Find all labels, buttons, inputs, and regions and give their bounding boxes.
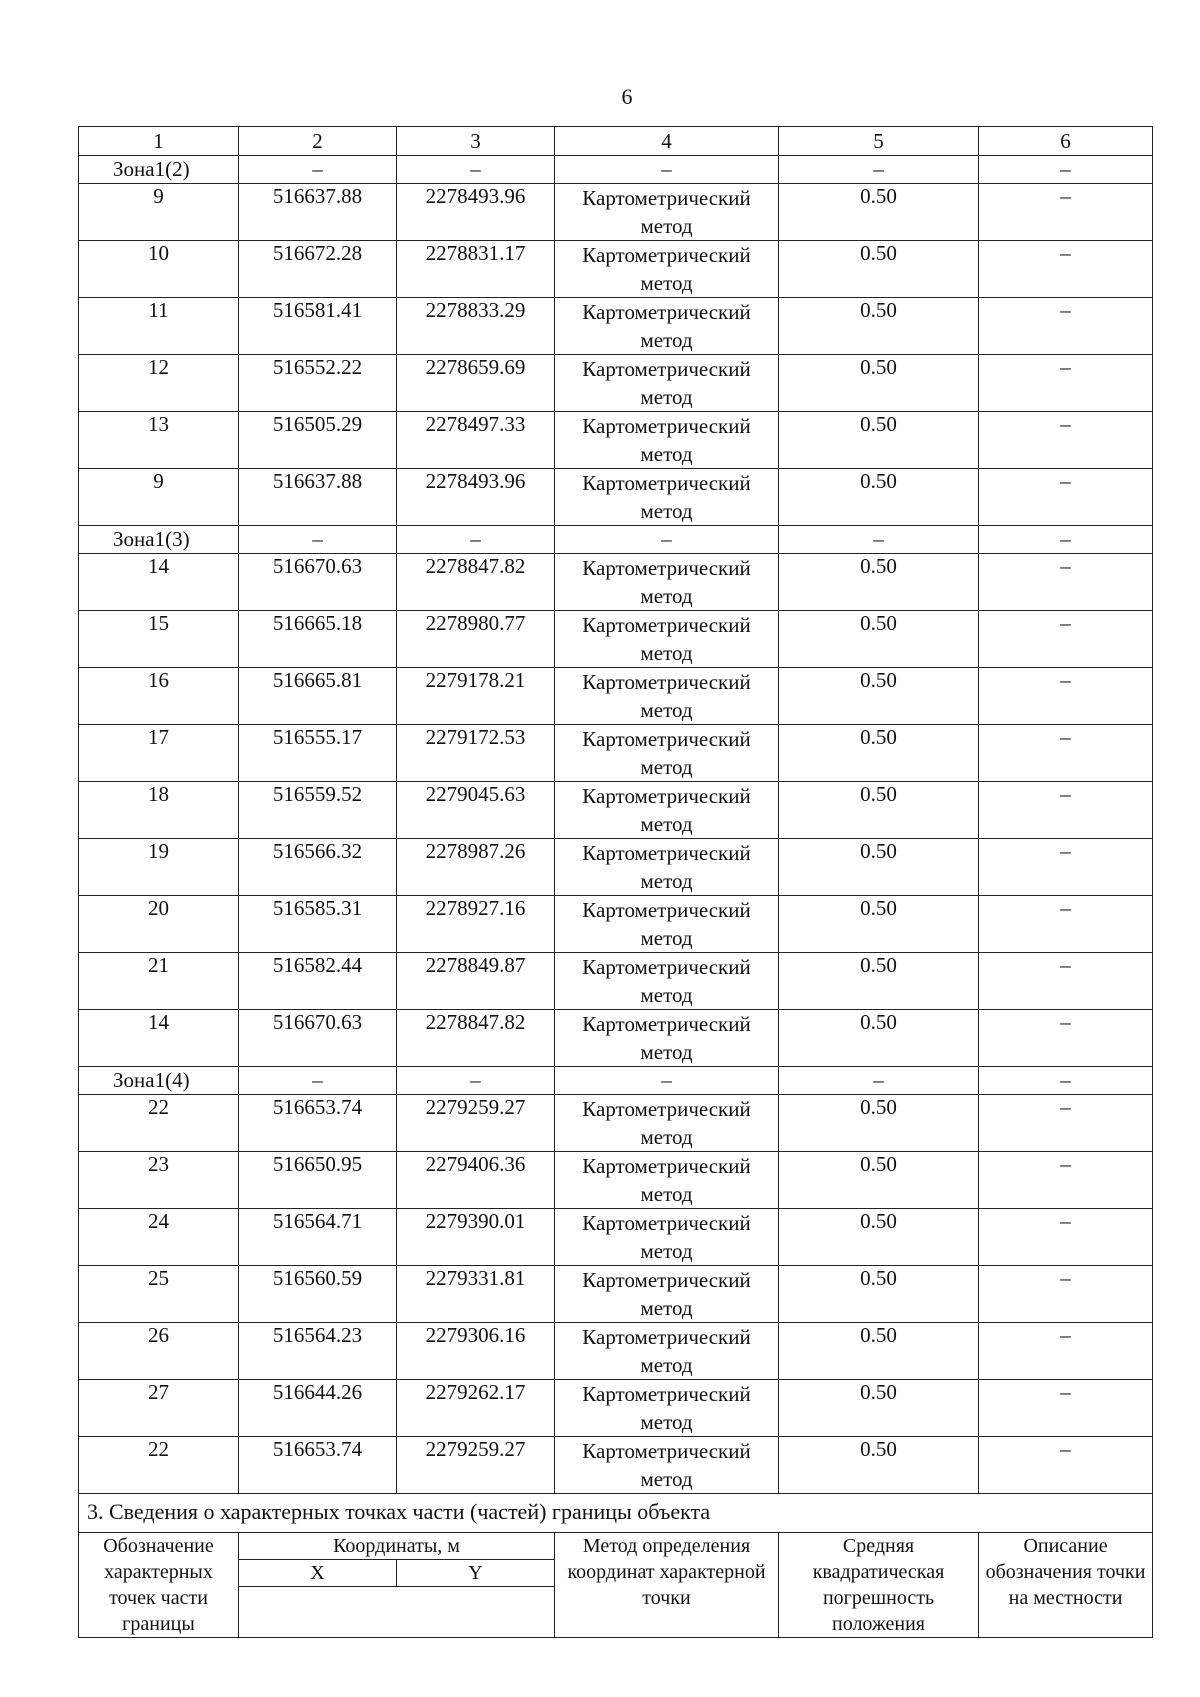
- mean-square-error: 0.50: [779, 1266, 979, 1323]
- point-description: –: [979, 1380, 1153, 1437]
- column-number-row: [79, 127, 1153, 156]
- point-number: 18: [79, 782, 239, 839]
- coordinate-y: 2279259.27: [397, 1437, 555, 1494]
- point-number: 17: [79, 725, 239, 782]
- mean-square-error: 0.50: [779, 839, 979, 896]
- column-number: 4: [555, 127, 779, 156]
- mean-square-error: 0.50: [779, 611, 979, 668]
- point-number: 19: [79, 839, 239, 896]
- point-description: –: [979, 668, 1153, 725]
- method: Картометрический метод: [555, 1010, 779, 1067]
- table-row: [79, 839, 1153, 896]
- coordinate-y: 2279390.01: [397, 1209, 555, 1266]
- table-row: [79, 355, 1153, 412]
- point-number: 27: [79, 1380, 239, 1437]
- mean-square-error: 0.50: [779, 241, 979, 298]
- section-3-title: 3. Сведения о характерных точках части (частей) границы объекта: [79, 1494, 1153, 1533]
- header-error: Средняя квадратическая погрешность положения: [779, 1533, 979, 1638]
- coordinate-x: 516564.71: [239, 1209, 397, 1266]
- header-coordinates-label: Координаты, м: [239, 1533, 554, 1560]
- coordinate-x: 516650.95: [239, 1152, 397, 1209]
- point-number: 26: [79, 1323, 239, 1380]
- method: Картометрический метод: [555, 298, 779, 355]
- mean-square-error: 0.50: [779, 554, 979, 611]
- point-description: –: [979, 782, 1153, 839]
- point-description: –: [979, 412, 1153, 469]
- method: Картометрический метод: [555, 953, 779, 1010]
- method: Картометрический метод: [555, 611, 779, 668]
- point-number: 16: [79, 668, 239, 725]
- point-number: 14: [79, 554, 239, 611]
- header-coordinates: [239, 1533, 555, 1638]
- method: Картометрический метод: [555, 184, 779, 241]
- table-row: [79, 241, 1153, 298]
- method: Картометрический метод: [555, 668, 779, 725]
- mean-square-error: 0.50: [779, 184, 979, 241]
- table-row: [79, 298, 1153, 355]
- coordinate-y: 2279406.36: [397, 1152, 555, 1209]
- coordinate-y: 2278980.77: [397, 611, 555, 668]
- mean-square-error: 0.50: [779, 1095, 979, 1152]
- column-number: 2: [239, 127, 397, 156]
- method: Картометрический метод: [555, 554, 779, 611]
- mean-square-error: 0.50: [779, 953, 979, 1010]
- method: Картометрический метод: [555, 469, 779, 526]
- mean-square-error: 0.50: [779, 1152, 979, 1209]
- coordinate-y: 2278847.82: [397, 1010, 555, 1067]
- point-number: 9: [79, 469, 239, 526]
- coordinate-y: 2278831.17: [397, 241, 555, 298]
- point-description: –: [979, 839, 1153, 896]
- coordinate-y: 2279306.16: [397, 1323, 555, 1380]
- section-3-table: [78, 1493, 1153, 1638]
- table-row: [79, 1010, 1153, 1067]
- coordinate-y: 2279172.53: [397, 725, 555, 782]
- zone-dash: –: [397, 156, 555, 184]
- mean-square-error: 0.50: [779, 355, 979, 412]
- zone-dash: –: [779, 526, 979, 554]
- zone-label: Зона1(4): [79, 1067, 239, 1095]
- point-description: –: [979, 1010, 1153, 1067]
- table-row: [79, 1323, 1153, 1380]
- point-description: –: [979, 184, 1153, 241]
- coordinates-table: [78, 126, 1153, 1494]
- point-description: –: [979, 298, 1153, 355]
- method: Картометрический метод: [555, 412, 779, 469]
- coordinate-x: 516566.32: [239, 839, 397, 896]
- point-number: 14: [79, 1010, 239, 1067]
- coordinate-x: 516665.18: [239, 611, 397, 668]
- zone-dash: –: [779, 1067, 979, 1095]
- mean-square-error: 0.50: [779, 1380, 979, 1437]
- coordinate-y: 2278833.29: [397, 298, 555, 355]
- table-row: [79, 1437, 1153, 1494]
- method: Картометрический метод: [555, 1209, 779, 1266]
- point-number: 25: [79, 1266, 239, 1323]
- method: Картометрический метод: [555, 782, 779, 839]
- coordinate-y: 2278659.69: [397, 355, 555, 412]
- header-description: Описание обозначения точки на местности: [979, 1533, 1153, 1638]
- zone-row: [79, 526, 1153, 554]
- point-description: –: [979, 1152, 1153, 1209]
- table-row: [79, 1209, 1153, 1266]
- header-designation: Обозначение характерных точек части границы: [79, 1533, 239, 1638]
- point-number: 21: [79, 953, 239, 1010]
- mean-square-error: 0.50: [779, 1323, 979, 1380]
- coordinate-y: 2279178.21: [397, 668, 555, 725]
- zone-dash: –: [239, 526, 397, 554]
- zone-label: Зона1(3): [79, 526, 239, 554]
- coordinate-x: 516552.22: [239, 355, 397, 412]
- zone-dash: –: [979, 1067, 1153, 1095]
- column-number: 5: [779, 127, 979, 156]
- table-row: [79, 1380, 1153, 1437]
- coordinate-y: 2278497.33: [397, 412, 555, 469]
- coordinate-x: 516653.74: [239, 1095, 397, 1152]
- point-description: –: [979, 953, 1153, 1010]
- zone-dash: –: [979, 156, 1153, 184]
- table-row: [79, 1266, 1153, 1323]
- point-description: –: [979, 1209, 1153, 1266]
- method: Картометрический метод: [555, 1266, 779, 1323]
- mean-square-error: 0.50: [779, 896, 979, 953]
- page-number: 6: [621, 84, 633, 109]
- table-row: [79, 184, 1153, 241]
- table-row: [79, 412, 1153, 469]
- zone-dash: –: [555, 1067, 779, 1095]
- coordinate-x: 516582.44: [239, 953, 397, 1010]
- method: Картометрический метод: [555, 355, 779, 412]
- point-description: –: [979, 469, 1153, 526]
- zone-dash: –: [239, 1067, 397, 1095]
- table-row: [79, 611, 1153, 668]
- mean-square-error: 0.50: [779, 725, 979, 782]
- coordinate-x: 516560.59: [239, 1266, 397, 1323]
- coordinate-x: 516653.74: [239, 1437, 397, 1494]
- header-method: Метод определения координат характерной точки: [555, 1533, 779, 1638]
- table-row: [79, 1095, 1153, 1152]
- zone-dash: –: [555, 526, 779, 554]
- coordinate-y: 2279259.27: [397, 1095, 555, 1152]
- coordinate-x: 516585.31: [239, 896, 397, 953]
- coordinate-y: 2278493.96: [397, 469, 555, 526]
- coordinate-x: 516564.23: [239, 1323, 397, 1380]
- table-row: [79, 782, 1153, 839]
- column-number: 6: [979, 127, 1153, 156]
- zone-dash: –: [397, 1067, 555, 1095]
- coordinate-x: 516559.52: [239, 782, 397, 839]
- point-description: –: [979, 1323, 1153, 1380]
- coordinate-x: 516644.26: [239, 1380, 397, 1437]
- coordinate-x: 516555.17: [239, 725, 397, 782]
- method: Картометрический метод: [555, 1095, 779, 1152]
- coordinate-y: 2279045.63: [397, 782, 555, 839]
- point-number: 15: [79, 611, 239, 668]
- mean-square-error: 0.50: [779, 1010, 979, 1067]
- method: Картометрический метод: [555, 839, 779, 896]
- mean-square-error: 0.50: [779, 782, 979, 839]
- header-y: Y: [397, 1560, 554, 1587]
- method: Картометрический метод: [555, 725, 779, 782]
- coordinates-table-body: [79, 127, 1153, 1494]
- point-description: –: [979, 725, 1153, 782]
- coordinate-x: 516672.28: [239, 241, 397, 298]
- point-number: 9: [79, 184, 239, 241]
- column-number: 3: [397, 127, 555, 156]
- method: Картометрический метод: [555, 896, 779, 953]
- zone-dash: –: [779, 156, 979, 184]
- table-row: [79, 725, 1153, 782]
- coordinate-x: 516637.88: [239, 184, 397, 241]
- coordinate-y: 2279262.17: [397, 1380, 555, 1437]
- zone-dash: –: [239, 156, 397, 184]
- zone-row: [79, 156, 1153, 184]
- zone-dash: –: [555, 156, 779, 184]
- mean-square-error: 0.50: [779, 412, 979, 469]
- coordinate-y: 2278927.16: [397, 896, 555, 953]
- point-number: 22: [79, 1437, 239, 1494]
- coordinate-y: 2278987.26: [397, 839, 555, 896]
- point-description: –: [979, 1437, 1153, 1494]
- mean-square-error: 0.50: [779, 469, 979, 526]
- table-row: [79, 668, 1153, 725]
- coordinate-y: 2278847.82: [397, 554, 555, 611]
- column-number: 1: [79, 127, 239, 156]
- method: Картометрический метод: [555, 1437, 779, 1494]
- coordinate-x: 516637.88: [239, 469, 397, 526]
- coordinate-x: 516670.63: [239, 1010, 397, 1067]
- table-row: [79, 953, 1153, 1010]
- zone-label: Зона1(2): [79, 156, 239, 184]
- table-row: [79, 469, 1153, 526]
- header-x: X: [239, 1560, 397, 1587]
- point-number: 23: [79, 1152, 239, 1209]
- point-number: 22: [79, 1095, 239, 1152]
- point-description: –: [979, 611, 1153, 668]
- zone-dash: –: [979, 526, 1153, 554]
- header-xy: [239, 1560, 554, 1587]
- mean-square-error: 0.50: [779, 1209, 979, 1266]
- method: Картометрический метод: [555, 1323, 779, 1380]
- point-description: –: [979, 1095, 1153, 1152]
- method: Картометрический метод: [555, 1380, 779, 1437]
- coordinate-y: 2278849.87: [397, 953, 555, 1010]
- coordinate-y: 2279331.81: [397, 1266, 555, 1323]
- zone-dash: –: [397, 526, 555, 554]
- zone-row: [79, 1067, 1153, 1095]
- point-number: 20: [79, 896, 239, 953]
- point-description: –: [979, 896, 1153, 953]
- coordinate-x: 516581.41: [239, 298, 397, 355]
- coordinate-x: 516505.29: [239, 412, 397, 469]
- point-number: 12: [79, 355, 239, 412]
- point-description: –: [979, 554, 1153, 611]
- point-number: 10: [79, 241, 239, 298]
- method: Картометрический метод: [555, 1152, 779, 1209]
- table-row: [79, 554, 1153, 611]
- table-row: [79, 896, 1153, 953]
- mean-square-error: 0.50: [779, 298, 979, 355]
- table-row: [79, 1152, 1153, 1209]
- point-number: 24: [79, 1209, 239, 1266]
- point-number: 11: [79, 298, 239, 355]
- mean-square-error: 0.50: [779, 668, 979, 725]
- point-number: 13: [79, 412, 239, 469]
- point-description: –: [979, 241, 1153, 298]
- section-3-header-row: [79, 1533, 1153, 1638]
- coordinate-x: 516670.63: [239, 554, 397, 611]
- method: Картометрический метод: [555, 241, 779, 298]
- coordinate-x: 516665.81: [239, 668, 397, 725]
- mean-square-error: 0.50: [779, 1437, 979, 1494]
- point-description: –: [979, 355, 1153, 412]
- coordinate-y: 2278493.96: [397, 184, 555, 241]
- point-description: –: [979, 1266, 1153, 1323]
